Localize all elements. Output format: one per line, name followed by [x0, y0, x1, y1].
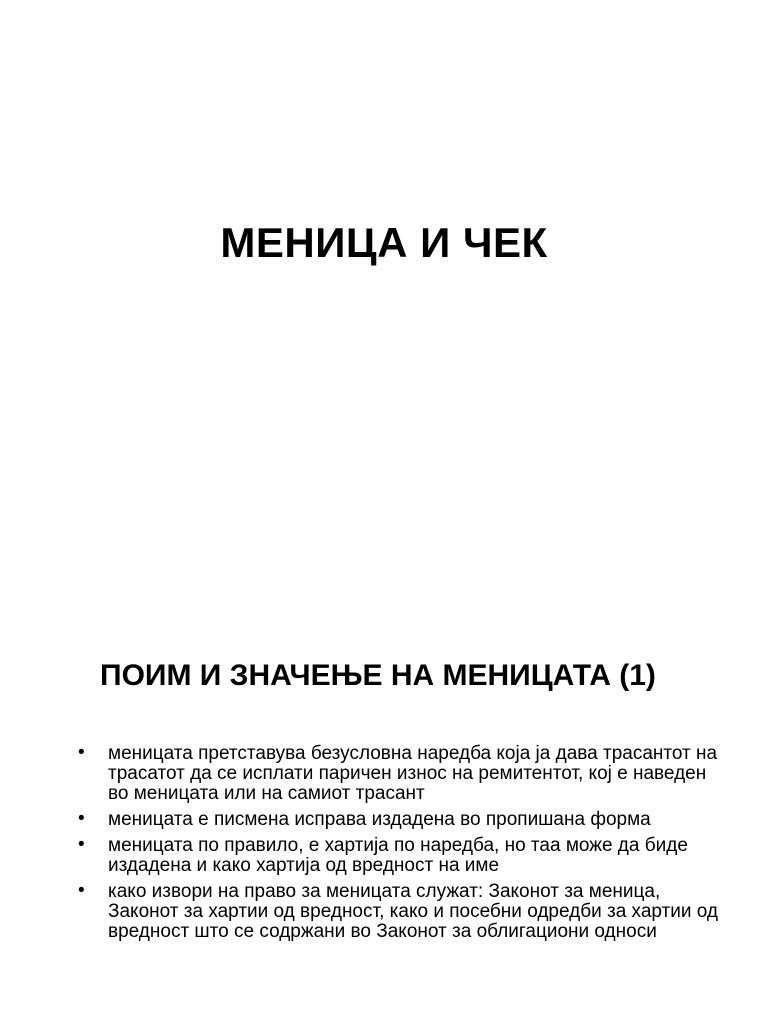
list-item [78, 836, 728, 876]
bullet-text: меницата по правило, е хартија по наредба, но таа може да биде издадена и како хартија од вредност на име [108, 835, 688, 876]
main-title: МЕНИЦА И ЧЕК [220, 219, 548, 266]
list-item [78, 810, 728, 830]
bullet-text: меницата е писмена исправа издадена во пропишана форма [108, 809, 651, 830]
bullet-list [78, 744, 728, 948]
list-item [78, 882, 728, 942]
bullet-icon: • [78, 880, 85, 901]
bullet-text: меницата претставува безусловна наредба која ја дава трасантот на трасатот да се исплати паричен износ на ремитентот, кој е наведен во меницата или на самиот трасант [108, 743, 718, 804]
bullet-icon: • [78, 808, 85, 829]
slide-definition [0, 620, 768, 1024]
bullet-icon: • [78, 834, 85, 855]
section-title: ПОИМ И ЗНАЧЕЊЕ НА МЕНИЦАТА (1) [100, 659, 656, 692]
list-item [78, 744, 728, 804]
bullet-text: како извори на право за меницата служат: Законот за меница, Законот за хартии од вредност, како и посебни одредби за хартии од вредност што се содржани во Законот за облигациони односи [108, 881, 719, 942]
bullet-icon: • [78, 742, 85, 763]
